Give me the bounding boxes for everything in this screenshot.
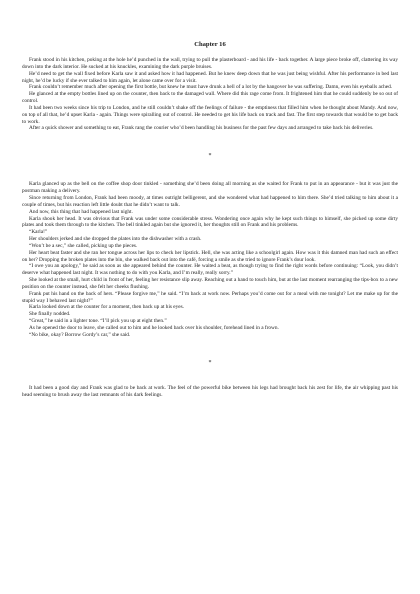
scene-separator: * <box>208 359 212 366</box>
chapter-title: Chapter 16 <box>194 41 226 48</box>
paragraph: It had been a good day and Frank was glad to be back at work. The feel of the powerful bike between his legs had brought back his zest for life, the air whipping past his head seeming to brush away the last remnants of his dark feelings. <box>22 384 398 398</box>
paragraph: She finally nodded. <box>29 311 71 318</box>
section-1 <box>22 57 398 132</box>
paragraph: She looked at the small, hurt child in front of her, feeling her resistance slip away. Reaching out a hand to touch him, but at the last moment rearranging the tips-box to a new position on the counter instead, she felt her cheeks flushing. <box>22 277 398 290</box>
paragraph: Frank couldn’t remember much after opening the first bottle, but knew he must have drunk a hell of a lot by the hangover he was suffering. Damn, even his eyeballs ached. <box>29 84 393 91</box>
paragraph: After a quick shower and something to eat, Frank rang the courier who’d been handling his business for the past few days and arranged to take back his deliveries. <box>29 125 374 132</box>
paragraph: “Karla!” <box>29 229 48 236</box>
section-2 <box>22 181 398 338</box>
paragraph: “Great,” he said in a lighter tone. “I’ll pick you up at eight then.” <box>29 318 167 325</box>
paragraph: It had been two weeks since his trip to London, and he still couldn’t shake off the feelings of failure - the emptiness that filled him when he thought about Mandy. And now, on top of all that, he’d upset Karla - again. Things were spiralling out of control. He needed to get his life back on track and fast. The first step towards that would be to get back to work. <box>22 104 398 125</box>
paragraph: He glanced at the empty bottles lined up on the counter, then back to the damaged wall. Where did this rage come from. It frightened him that he could suddenly be so out of control. <box>22 91 398 105</box>
paragraph: Karla shook her head. It was obvious that Frank was under some considerable stress. Wondering once again why he kept such things to himself, she picked up some dirty plates and took them through to the kitchen. The bell tinkled again but she ignored it, her thoughts still on Frank and his problems. <box>22 215 398 229</box>
paragraph: Her heart beat faster and she ran her tongue across her lips to check her lipstick. Hell, she was acting like a schoolgirl again. How was it this damned man had such an effect on her? Dropping the broken plates into the bin, she walked back out into the café, forcing a smile as she tried to ignore Frank’s dour look. <box>22 249 398 263</box>
paragraph: He’d need to get the wall fixed before Karla saw it and asked how it had happened. But he knew deep down that he was just being wishful. After his performance in bed last night, he’d be lucky if she ever talked to him again, let alone came over for a visit. <box>22 70 398 84</box>
scene-separator: * <box>208 153 212 160</box>
section-3 <box>22 385 398 399</box>
paragraph: Frank stood in his kitchen, poking at the hole he’d punched in the wall, trying to pull the plasterboard - and his life - back together. A large piece broke off, clattering its way down into the dark interior. He sucked at his knuckles, examining the dark purple bruises. <box>22 57 398 70</box>
paragraph: Karla glanced up as the bell on the coffee shop door tinkled - something she’d been doing all morning as she waited for Frank to put in an appearance - but it was just the postman making a delivery. <box>22 181 398 195</box>
paragraph: Since returning from London, Frank had been moody, at times outright belligerent, and she wondered what had happened to him there. She’d tried talking to him about it a couple of times, but his reaction left little doubt that he didn’t want to talk. <box>22 194 398 208</box>
paragraph: Karla looked down at the counter for a moment, then back up at his eyes. <box>29 304 185 311</box>
paragraph: “I owe you an apology,” he said as soon as she appeared behind the counter. He waited a beat, as though trying to find the right words before continuing: “Look, you didn’t deserve what happened last night. It was nothing to do with you Karla, and I’m really, really sorry.” <box>22 263 398 277</box>
paragraph: Her shoulders jerked and she dropped the plates into the dishwasher with a crash. <box>29 236 202 243</box>
paragraph: “Won’t be a sec,” she called, picking up the pieces. <box>29 242 138 249</box>
paragraph: As he opened the door to leave, she called out to him and he looked back over his shoulder, forehead lined in a frown. <box>29 325 279 331</box>
paragraph: Frank put his hand on the back of hers. “Please forgive me,” he said. “I’m back at work now. Perhaps you’d come out for a meal with me tonight? Let me make up for the stupid way I behaved last night?” <box>22 290 398 304</box>
paragraph: “No bike, okay? Borrow Gordy’s car,” she said. <box>29 331 131 338</box>
paragraph: And now, this thing that had happened last night. <box>29 208 133 215</box>
